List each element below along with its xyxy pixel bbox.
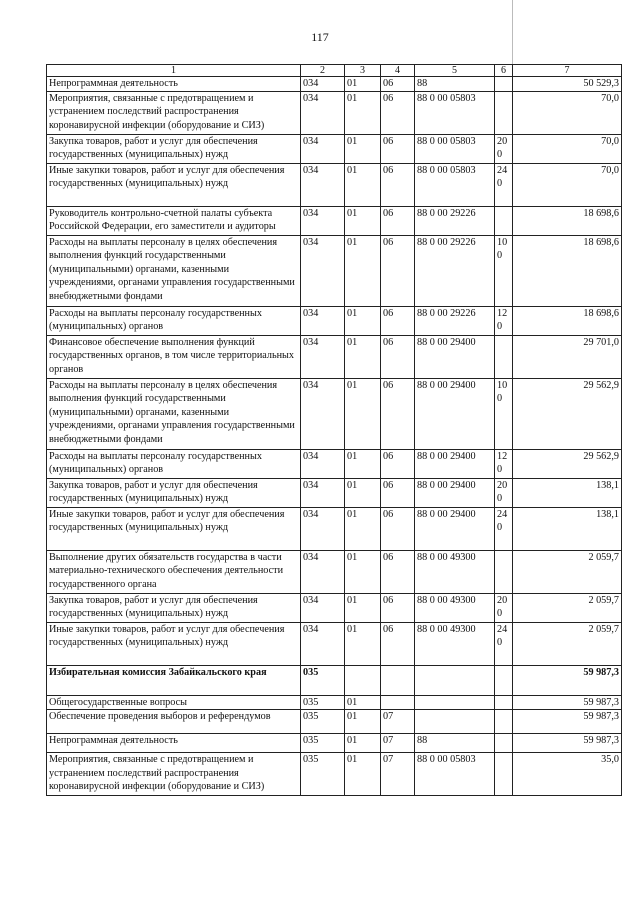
table-row — [47, 710, 622, 734]
row-code-cell: 034 — [301, 449, 345, 478]
row-amount-cell: 29 562,9 — [513, 449, 622, 478]
row-section-cell: 01 — [345, 134, 381, 163]
row-subsection-cell: 06 — [381, 550, 415, 593]
header-cell-7: 7 — [513, 65, 622, 77]
row-code-cell: 034 — [301, 478, 345, 507]
table-row — [47, 507, 622, 550]
row-section-cell: 01 — [345, 753, 381, 796]
row-section-cell — [345, 665, 381, 695]
table-row — [47, 235, 622, 306]
row-amount-cell: 35,0 — [513, 753, 622, 796]
row-code-cell: 034 — [301, 335, 345, 378]
table-row — [47, 449, 622, 478]
row-amount-cell: 138,1 — [513, 478, 622, 507]
row-expense-type-cell: 200 — [495, 478, 513, 507]
row-code-cell: 034 — [301, 593, 345, 622]
row-section-cell: 01 — [345, 77, 381, 92]
row-subsection-cell: 06 — [381, 593, 415, 622]
row-code-cell: 035 — [301, 753, 345, 796]
row-amount-cell: 18 698,6 — [513, 206, 622, 235]
row-expense-type-cell: 240 — [495, 507, 513, 550]
row-subsection-cell: 06 — [381, 622, 415, 665]
row-amount-cell: 2 059,7 — [513, 622, 622, 665]
row-subsection-cell: 07 — [381, 753, 415, 796]
row-expense-type-cell — [495, 734, 513, 753]
scan-edge-line — [512, 0, 513, 70]
row-expense-type-cell: 200 — [495, 134, 513, 163]
row-target-article-cell: 88 — [415, 77, 495, 92]
header-row — [47, 65, 622, 77]
row-amount-cell: 2 059,7 — [513, 593, 622, 622]
row-expense-type-cell — [495, 695, 513, 710]
row-target-article-cell: 88 0 00 29400 — [415, 335, 495, 378]
row-target-article-cell: 88 — [415, 734, 495, 753]
row-section-cell: 01 — [345, 550, 381, 593]
row-section-cell: 01 — [345, 593, 381, 622]
row-expense-type-cell: 240 — [495, 163, 513, 206]
table-row — [47, 134, 622, 163]
row-target-article-cell: 88 0 00 05803 — [415, 163, 495, 206]
row-subsection-cell: 06 — [381, 449, 415, 478]
row-target-article-cell — [415, 695, 495, 710]
row-amount-cell: 18 698,6 — [513, 235, 622, 306]
row-subsection-cell: 06 — [381, 235, 415, 306]
budget-table — [46, 64, 622, 796]
row-amount-cell: 59 987,3 — [513, 734, 622, 753]
row-name-cell: Выполнение других обязательств государства в части материально-технического обеспечения деятельности государственного органа — [47, 550, 301, 593]
row-code-cell: 034 — [301, 163, 345, 206]
row-target-article-cell: 88 0 00 29400 — [415, 507, 495, 550]
row-expense-type-cell — [495, 206, 513, 235]
row-expense-type-cell — [495, 753, 513, 796]
row-name-cell: Непрограммная деятельность — [47, 734, 301, 753]
header-cell-2: 2 — [301, 65, 345, 77]
row-name-cell: Закупка товаров, работ и услуг для обеспечения государственных (муниципальных) нужд — [47, 478, 301, 507]
row-name-cell: Финансовое обеспечение выполнения функций государственных органов, в том числе территориальных органов — [47, 335, 301, 378]
table-row — [47, 163, 622, 206]
row-code-cell: 034 — [301, 235, 345, 306]
row-section-cell: 01 — [345, 734, 381, 753]
row-name-cell: Расходы на выплаты персоналу в целях обеспечения выполнения функций государственными (муниципальными) органами, казенными учреждениями, органами управления государственными внебюджетными фондами — [47, 378, 301, 449]
row-subsection-cell: 06 — [381, 206, 415, 235]
row-expense-type-cell — [495, 335, 513, 378]
row-amount-cell: 70,0 — [513, 134, 622, 163]
row-subsection-cell: 07 — [381, 710, 415, 734]
row-amount-cell: 59 987,3 — [513, 665, 622, 695]
row-name-cell: Закупка товаров, работ и услуг для обеспечения государственных (муниципальных) нужд — [47, 593, 301, 622]
row-subsection-cell — [381, 695, 415, 710]
row-section-cell: 01 — [345, 710, 381, 734]
row-section-cell: 01 — [345, 695, 381, 710]
table-row — [47, 550, 622, 593]
row-expense-type-cell — [495, 550, 513, 593]
row-target-article-cell: 88 0 00 29400 — [415, 478, 495, 507]
row-code-cell: 034 — [301, 91, 345, 134]
row-target-article-cell: 88 0 00 49300 — [415, 593, 495, 622]
row-code-cell: 034 — [301, 306, 345, 335]
row-expense-type-cell — [495, 710, 513, 734]
row-expense-type-cell: 120 — [495, 449, 513, 478]
row-code-cell: 034 — [301, 378, 345, 449]
row-name-cell: Иные закупки товаров, работ и услуг для обеспечения государственных (муниципальных) нужд — [47, 622, 301, 665]
row-name-cell: Обеспечение проведения выборов и референдумов — [47, 710, 301, 734]
row-name-cell: Руководитель контрольно-счетной палаты субъекта Российской Федерации, его заместители и аудиторы — [47, 206, 301, 235]
row-code-cell: 034 — [301, 77, 345, 92]
row-section-cell: 01 — [345, 91, 381, 134]
row-amount-cell: 70,0 — [513, 91, 622, 134]
row-subsection-cell: 07 — [381, 734, 415, 753]
row-section-cell: 01 — [345, 622, 381, 665]
header-cell-1: 1 — [47, 65, 301, 77]
row-section-cell: 01 — [345, 478, 381, 507]
table-row — [47, 665, 622, 695]
row-code-cell: 034 — [301, 550, 345, 593]
row-expense-type-cell: 120 — [495, 306, 513, 335]
row-expense-type-cell: 240 — [495, 622, 513, 665]
table-body — [47, 65, 622, 796]
row-amount-cell: 18 698,6 — [513, 306, 622, 335]
table-row — [47, 695, 622, 710]
table-row — [47, 478, 622, 507]
row-section-cell: 01 — [345, 449, 381, 478]
row-target-article-cell: 88 0 00 29400 — [415, 449, 495, 478]
row-target-article-cell: 88 0 00 49300 — [415, 550, 495, 593]
row-name-cell: Общегосударственные вопросы — [47, 695, 301, 710]
row-section-cell: 01 — [345, 306, 381, 335]
header-cell-3: 3 — [345, 65, 381, 77]
page-number: 117 — [311, 30, 329, 44]
row-amount-cell: 138,1 — [513, 507, 622, 550]
header-cell-5: 5 — [415, 65, 495, 77]
row-amount-cell: 59 987,3 — [513, 710, 622, 734]
row-name-cell: Расходы на выплаты персоналу государственных (муниципальных) органов — [47, 449, 301, 478]
table-row — [47, 306, 622, 335]
row-code-cell: 034 — [301, 622, 345, 665]
row-target-article-cell: 88 0 00 49300 — [415, 622, 495, 665]
row-target-article-cell — [415, 710, 495, 734]
row-section-cell: 01 — [345, 163, 381, 206]
row-expense-type-cell: 100 — [495, 235, 513, 306]
table-row — [47, 753, 622, 796]
row-subsection-cell: 06 — [381, 77, 415, 92]
row-amount-cell: 70,0 — [513, 163, 622, 206]
row-name-cell: Расходы на выплаты персоналу государственных (муниципальных) органов — [47, 306, 301, 335]
table-row — [47, 206, 622, 235]
row-name-cell: Расходы на выплаты персоналу в целях обеспечения выполнения функций государственными (муниципальными) органами, казенными учреждениями, органами управления государственными внебюджетными фондами — [47, 235, 301, 306]
row-amount-cell: 29 701,0 — [513, 335, 622, 378]
table-row — [47, 734, 622, 753]
table-row — [47, 77, 622, 92]
row-code-cell: 034 — [301, 507, 345, 550]
table-row — [47, 335, 622, 378]
row-subsection-cell: 06 — [381, 91, 415, 134]
row-subsection-cell: 06 — [381, 478, 415, 507]
row-subsection-cell: 06 — [381, 507, 415, 550]
row-code-cell: 035 — [301, 665, 345, 695]
row-name-cell: Мероприятия, связанные с предотвращением и устранением последствий распространения коронавирусной инфекции (оборудование и СИЗ) — [47, 91, 301, 134]
row-name-cell: Избирательная комиссия Забайкальского края — [47, 665, 301, 695]
row-expense-type-cell — [495, 665, 513, 695]
row-amount-cell: 50 529,3 — [513, 77, 622, 92]
table-row — [47, 593, 622, 622]
row-name-cell: Иные закупки товаров, работ и услуг для обеспечения государственных (муниципальных) нужд — [47, 507, 301, 550]
row-expense-type-cell: 200 — [495, 593, 513, 622]
row-section-cell: 01 — [345, 507, 381, 550]
row-name-cell: Иные закупки товаров, работ и услуг для обеспечения государственных (муниципальных) нужд — [47, 163, 301, 206]
row-amount-cell: 2 059,7 — [513, 550, 622, 593]
table-row — [47, 622, 622, 665]
row-subsection-cell: 06 — [381, 306, 415, 335]
header-cell-4: 4 — [381, 65, 415, 77]
row-amount-cell: 29 562,9 — [513, 378, 622, 449]
row-code-cell: 034 — [301, 206, 345, 235]
row-code-cell: 035 — [301, 710, 345, 734]
row-target-article-cell: 88 0 00 29226 — [415, 206, 495, 235]
row-target-article-cell: 88 0 00 29226 — [415, 306, 495, 335]
row-section-cell: 01 — [345, 235, 381, 306]
row-subsection-cell: 06 — [381, 163, 415, 206]
header-cell-6: 6 — [495, 65, 513, 77]
row-section-cell: 01 — [345, 378, 381, 449]
row-code-cell: 035 — [301, 734, 345, 753]
row-expense-type-cell: 100 — [495, 378, 513, 449]
row-section-cell: 01 — [345, 335, 381, 378]
row-subsection-cell: 06 — [381, 378, 415, 449]
row-code-cell: 035 — [301, 695, 345, 710]
row-amount-cell: 59 987,3 — [513, 695, 622, 710]
row-expense-type-cell — [495, 91, 513, 134]
row-subsection-cell — [381, 665, 415, 695]
row-code-cell: 034 — [301, 134, 345, 163]
row-section-cell: 01 — [345, 206, 381, 235]
table-row — [47, 91, 622, 134]
table-row — [47, 378, 622, 449]
row-target-article-cell: 88 0 00 05803 — [415, 134, 495, 163]
row-name-cell: Закупка товаров, работ и услуг для обеспечения государственных (муниципальных) нужд — [47, 134, 301, 163]
row-expense-type-cell — [495, 77, 513, 92]
row-target-article-cell: 88 0 00 29226 — [415, 235, 495, 306]
row-target-article-cell — [415, 665, 495, 695]
row-target-article-cell: 88 0 00 05803 — [415, 91, 495, 134]
row-target-article-cell: 88 0 00 05803 — [415, 753, 495, 796]
row-name-cell: Мероприятия, связанные с предотвращением и устранением последствий распространения коронавирусной инфекции (оборудование и СИЗ) — [47, 753, 301, 796]
row-name-cell: Непрограммная деятельность — [47, 77, 301, 92]
row-subsection-cell: 06 — [381, 335, 415, 378]
row-target-article-cell: 88 0 00 29400 — [415, 378, 495, 449]
row-subsection-cell: 06 — [381, 134, 415, 163]
